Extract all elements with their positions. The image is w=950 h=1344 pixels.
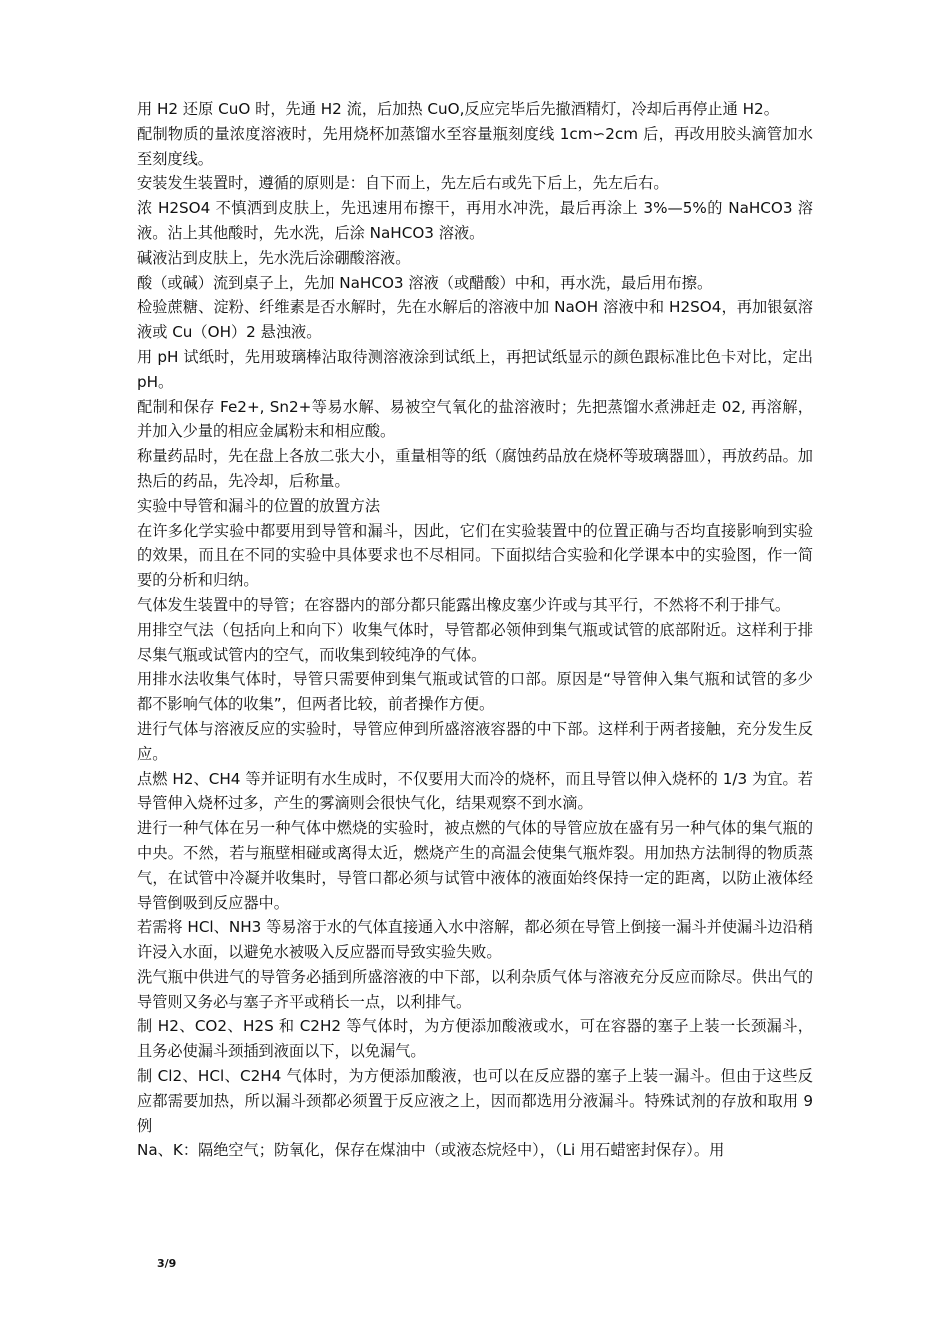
paragraph: 点燃 H2、CH4 等并证明有水生成时，不仅要用大而冷的烧杯，而且导管以伸入烧杯的 1/3 为宜。若导管伸入烧杯过多，产生的雾滴则会很快气化，结果观察不到水滴。: [137, 769, 813, 813]
paragraph: 称量药品时，先在盘上各放二张大小，重量相等的纸（腐蚀药品放在烧杯等玻璃器皿），再放药品。加热后的药品，先冷却，后称量。: [137, 447, 813, 490]
paragraph: 洗气瓶中供进气的导管务必插到所盛溶液的中下部，以利杂质气体与溶液充分反应而除尽。供出气的导管则又务必与塞子齐平或稍长一点，以利排气。: [137, 967, 813, 1011]
paragraph: 安装发生装置时，遵循的原则是：自下而上，先左后右或先下后上，先左后右。: [137, 174, 669, 193]
paragraph: 用 pH 试纸时，先用玻璃棒沾取待测溶液涂到试纸上，再把试纸显示的颜色跟标准比色卡对比，定出 pH。: [137, 347, 813, 391]
paragraph: 用排空气法（包括向上和向下）收集气体时，导管都必领伸到集气瓶或试管的底部附近。这样利于排尽集气瓶或试管内的空气，而收集到较纯净的气体。: [137, 620, 813, 664]
paragraph: 若需将 HCl、NH3 等易溶于水的气体直接通入水中溶解，都必须在导管上倒接一漏斗并使漏斗边沿稍许浸入水面，以避免水被吸入反应器而导致实验失败。: [137, 918, 813, 962]
paragraph: 配制和保存 Fe2+, Sn2+等易水解、易被空气氧化的盐溶液时；先把蒸馏水煮沸赶走 02, 再溶解，并加入少量的相应金属粉末和相应酸。: [137, 397, 813, 441]
paragraph: 用排水法收集气体时，导管只需要伸到集气瓶或试管的口部。原因是“导管伸入集气瓶和试管的多少都不影响气体的收集”，但两者比较，前者操作方便。: [137, 670, 813, 714]
section-heading: 实验中导管和漏斗的位置的放置方法: [137, 496, 380, 515]
paragraph: 在许多化学实验中都要用到导管和漏斗，因此，它们在实验装置中的位置正确与否均直接影响到实验的效果，而且在不同的实验中具体要求也不尽相同。下面拟结合实验和化学课本中的实验图，作一简要的分析和归纳。: [137, 521, 813, 590]
paragraph: Na、K：隔绝空气；防氧化，保存在煤油中（或液态烷烃中），（Li 用石蜡密封保存）。用: [137, 1141, 725, 1160]
document-body: [137, 97, 813, 1163]
paragraph: 配制物质的量浓度溶液时，先用烧杯加蒸馏水至容量瓶刻度线 1cm∽2cm 后，再改用胶头滴管加水至刻度线。: [137, 124, 813, 168]
paragraph: 进行一种气体在另一种气体中燃烧的实验时，被点燃的气体的导管应放在盛有另一种气体的集气瓶的中央。不然，若与瓶壁相碰或离得太近，燃烧产生的高温会使集气瓶炸裂。用加热方法制得的物质蒸气，在试管中冷凝并收集时，导管口都必须与试管中液体的液面始终保持一定的距离，以防止液体经导管倒吸到反应器中。: [137, 819, 813, 912]
paragraph: 进行气体与溶液反应的实验时，导管应伸到所盛溶液容器的中下部。这样利于两者接触，充分发生反应。: [137, 719, 813, 763]
paragraph: 酸（或碱）流到桌子上，先加 NaHCO3 溶液（或醋酸）中和，再水洗，最后用布擦。: [137, 273, 713, 292]
paragraph: 制 Cl2、HCl、C2H4 气体时，为方便添加酸液，也可以在反应器的塞子上装一漏斗。但由于这些反应都需要加热，所以漏斗颈都必须置于反应液之上，因而都选用分液漏斗。特殊试剂的存放和取用 9 例: [137, 1067, 813, 1135]
paragraph: 制 H2、CO2、H2S 和 C2H2 等气体时，为方便添加酸液或水，可在容器的塞子上装一长颈漏斗，且务必使漏斗颈插到液面以下，以免漏气。: [137, 1017, 813, 1061]
page-number: 3/9: [157, 1257, 177, 1270]
paragraph: 碱液沾到皮肤上，先水洗后涂硼酸溶液。: [137, 248, 411, 267]
paragraph: 气体发生装置中的导管；在容器内的部分都只能露出橡皮塞少许或与其平行，不然将不利于排气。: [137, 595, 791, 614]
paragraph: 检验蔗糖、淀粉、纤维素是否水解时，先在水解后的溶液中加 NaOH 溶液中和 H2SO4，再加银氨溶液或 Cu（OH）2 悬浊液。: [137, 298, 813, 342]
paragraph: 浓 H2SO4 不慎洒到皮肤上，先迅速用布擦干，再用水冲洗，最后再涂上 3%—5%的 NaHCO3 溶液。沾上其他酸时，先水洗，后涂 NaHCO3 溶液。: [137, 199, 813, 242]
paragraph: 用 H2 还原 CuO 时，先通 H2 流，后加热 CuO,反应完毕后先撤酒精灯，冷却后再停止通 H2。: [137, 100, 779, 118]
